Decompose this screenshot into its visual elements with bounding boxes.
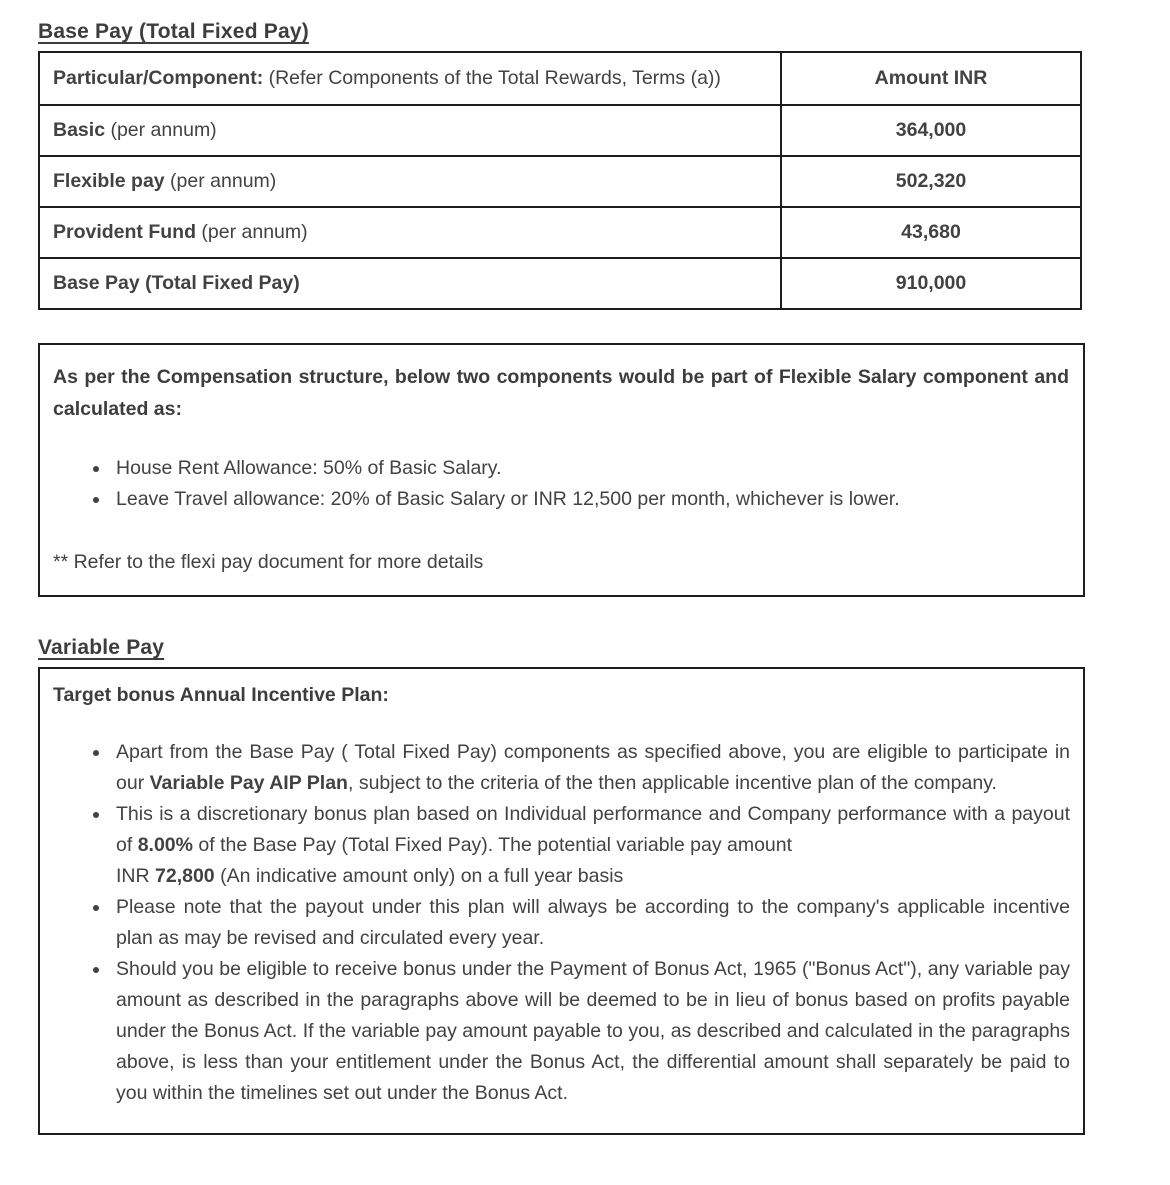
table-header-row [39,52,1081,105]
table-row-provident-fund [39,207,1081,258]
header-amount-cell: Amount INR [781,52,1081,105]
table-row-flexible-pay [39,156,1081,207]
row-label: Provident Fund [53,221,196,243]
base-pay-heading: Base Pay (Total Fixed Pay) [38,20,309,43]
base-pay-table [38,51,1082,310]
row-amount-cell: 43,680 [781,207,1081,258]
header-particular-label: Particular/Component: [53,67,264,89]
table-row-basic [39,105,1081,156]
list-item: • Please note that the payout under this plan will always be according to the company's applicable incentive plan as may be revised and circulated every year. [111,892,1070,954]
row-label: Basic [53,119,106,141]
note-footnote: ** Refer to the flexi pay document for more details [53,551,484,573]
row-label: Flexible pay [53,170,165,192]
row-label-note: (per annum) [164,170,277,192]
row-label-note: (per annum) [105,119,217,141]
header-particular-note: (Refer Components of the Total Rewards, Terms (a)) [263,67,721,89]
list-item: • House Rent Allowance: 50% of Basic Salary. [111,453,1069,484]
row-label-cell [39,156,781,207]
variable-pay-box [38,667,1085,1135]
row-amount-cell: 364,000 [781,105,1081,156]
list-item: • This is a discretionary bonus plan based on Individual performance and Company performance with a payout of 8.00% of the Base Pay (Total Fixed Pay). The potential variable pay amount INR 72,800 (An indicative amount only) on a full year basis [111,799,1070,892]
row-label-cell [39,258,781,309]
row-label-cell [39,105,781,156]
row-label: Base Pay (Total Fixed Pay) [53,272,300,294]
note-intro: As per the Compensation structure, below two components would be part of Flexible Salary component and calculated as: [53,366,1069,420]
flexible-salary-note-box [38,343,1085,597]
list-item: • Apart from the Base Pay ( Total Fixed Pay) components as specified above, you are eligible to participate in our Variable Pay AIP Plan, subject to the criteria of the then applicable incentive plan of the company. [111,737,1070,799]
header-particular-cell [39,52,781,105]
list-item: • Should you be eligible to receive bonus under the Payment of Bonus Act, 1965 ("Bonus Act"), any variable pay amount as described in the paragraphs above will be deemed to be in lieu of bonus based on profits payable under the Bonus Act. If the variable pay amount payable to you, as described and calculated in the paragraphs above, is less than your entitlement under the Bonus Act, the differential amount shall separately be paid to you within the timelines set out under the Bonus Act. [111,954,1070,1109]
variable-pay-title: Target bonus Annual Incentive Plan: [53,684,389,706]
table-row-base-pay-total [39,258,1081,309]
list-item: • Leave Travel allowance: 20% of Basic Salary or INR 12,500 per month, whichever is lower. [111,484,1069,515]
note-bullet-list [53,453,1069,515]
row-label-note: (per annum) [196,221,308,243]
row-label-cell [39,207,781,258]
variable-pay-bullet-list [53,737,1070,1109]
row-amount-cell: 502,320 [781,156,1081,207]
variable-pay-heading: Variable Pay [38,636,165,659]
row-amount-cell: 910,000 [781,258,1081,309]
